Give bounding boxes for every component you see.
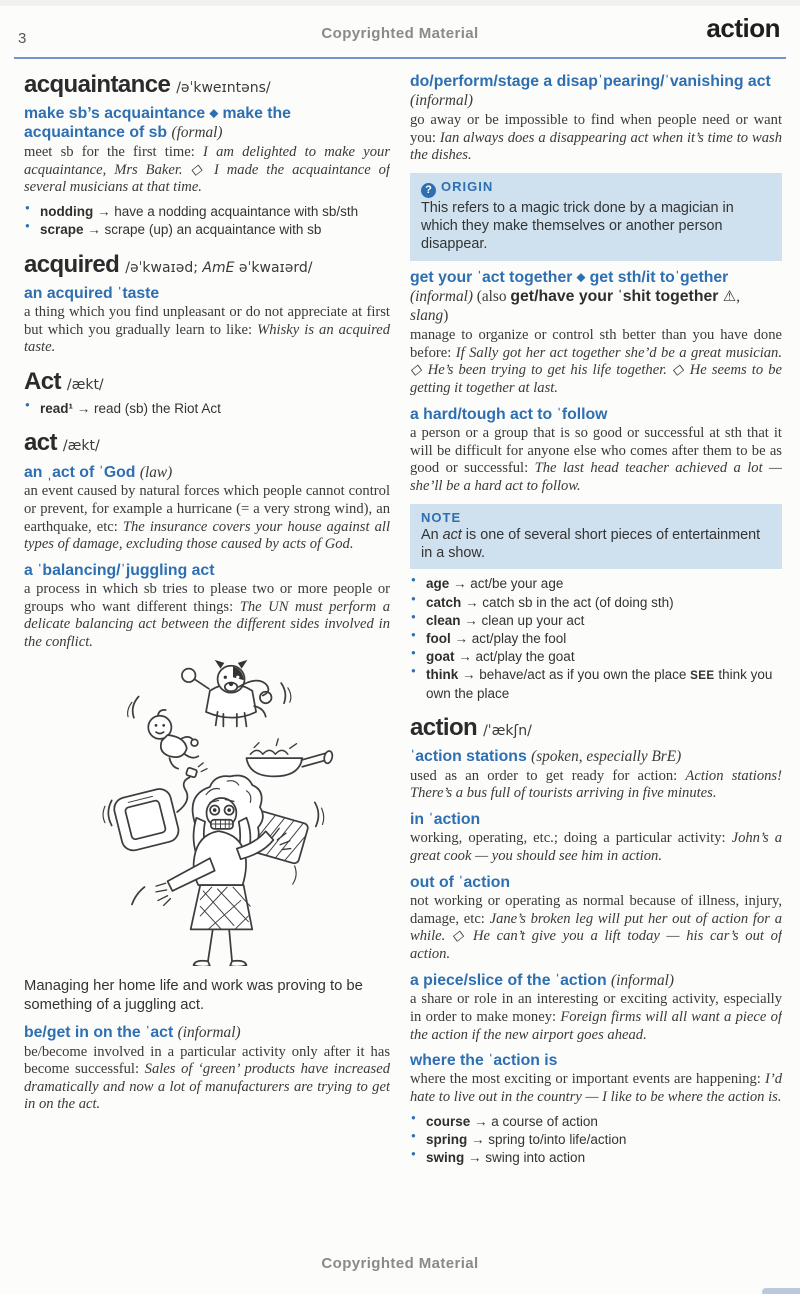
- text-segment: a person or a group that is so good or successful at sth that it will be difficult for anyone else who comes after them to be as good or successful:: [410, 425, 782, 477]
- box-text: [421, 200, 772, 254]
- text-segment: act: [442, 526, 462, 543]
- headword-text: Act: [24, 367, 61, 395]
- text-segment: a piece/slice of the ˈaction: [410, 971, 612, 989]
- text-segment: /ˈækʃn/: [483, 722, 532, 739]
- text-segment: (law): [139, 463, 173, 481]
- headword-text: acquired: [24, 250, 120, 278]
- bullet-icon: ●: [411, 1131, 416, 1141]
- cross-reference-item: [410, 648, 782, 666]
- dog-illustration: [182, 660, 272, 726]
- text-segment: → have a nodding acquaintance with sb/sth: [93, 204, 359, 220]
- text-segment: An: [421, 526, 443, 543]
- text-segment: → act/play the goat: [454, 649, 575, 665]
- cross-reference-item: [410, 575, 782, 593]
- text-segment: Jane’s broken leg will put her out of action for a while. ◇ He can’t give you a lift today — his car’s out of action.: [410, 910, 782, 962]
- text-segment: a ˈbalancing/ˈjuggling act: [24, 561, 215, 579]
- text-segment: → behave/act as if you own the place: [458, 667, 691, 683]
- pronunciation: [63, 438, 100, 454]
- text-segment: a thing which you find unpleasant or do not appreciate at first but which you gradually learn to like:: [24, 304, 390, 338]
- text-segment: Sales of ‘green’ products have increased dramatically and now a lot of manufacturers are trying to get in on the act.: [24, 1061, 390, 1113]
- text-segment: → a course of action: [470, 1113, 598, 1129]
- text-segment: be/become involved in a particular activity only after it has become successful:: [24, 1043, 390, 1078]
- headword: [410, 715, 782, 740]
- definition-text: [410, 768, 782, 803]
- text-segment: used as an order to get ready for action:: [410, 767, 686, 784]
- idiom-heading: [24, 104, 390, 143]
- question-icon: ?: [421, 183, 436, 198]
- idiom-heading: [410, 72, 782, 111]
- cross-references: [410, 575, 782, 703]
- text-segment: /ækt/: [62, 438, 100, 455]
- text-segment: → swing into action: [464, 1150, 586, 1166]
- bullet-icon: ●: [25, 203, 30, 213]
- text-segment: → clean up your act: [460, 612, 585, 628]
- headword: [24, 430, 390, 455]
- text-segment: get sth/it toˈgether: [585, 268, 729, 286]
- text-segment: scrape: [40, 222, 84, 238]
- text-segment: a process in which sb tries to please two or more people or groups who want different things:: [24, 581, 390, 615]
- text-segment: do/perform/stage a disapˈpearing/ˈvanishing act: [410, 73, 771, 90]
- pronunciation: [483, 723, 532, 739]
- definition-text: [410, 425, 782, 496]
- text-segment: I am delighted to make your acquaintance, Mrs Baker. ◇ I made the acquaintance of several musicians at that time.: [24, 144, 390, 196]
- copyright-watermark-top: Copyrighted Material: [321, 25, 479, 42]
- definition-text: [410, 893, 782, 964]
- text-segment: goat: [426, 649, 455, 665]
- definition-text: [410, 112, 782, 165]
- idiom-heading: [410, 873, 782, 892]
- bullet-icon: ●: [411, 1149, 416, 1159]
- cross-reference-item: [24, 203, 390, 221]
- text-segment: ˈaction stations: [410, 748, 532, 766]
- idiom-heading: [24, 561, 390, 580]
- text-segment: (informal): [410, 287, 473, 305]
- cross-reference-item: [410, 1113, 782, 1131]
- text-segment: spring: [426, 1132, 468, 1148]
- text-segment: go away or be impossible to find when people need or want you:: [410, 111, 782, 146]
- definition-text: [24, 1044, 390, 1115]
- text-segment: working, operating, etc.; doing a particular activity:: [410, 830, 732, 847]
- bullet-icon: ●: [411, 648, 416, 658]
- text-segment: → act/be your age: [449, 576, 564, 592]
- idiom-heading: [410, 747, 782, 767]
- text-segment: The last head teacher achieved a lot — she’ll be a hard act to follow.: [410, 460, 782, 494]
- text-segment: → act/play the fool: [450, 631, 567, 647]
- text-segment: I’d hate to live out in the country — I like to be where the action is.: [410, 1071, 782, 1106]
- text-segment: The insurance covers your house against all types of damage, excluding those caused by acts of God.: [24, 518, 390, 553]
- juggling-woman-illustration: [156, 775, 291, 966]
- text-segment: əˈkwaɪərd/: [234, 259, 313, 276]
- text-segment: think: [426, 667, 459, 683]
- cross-reference-item: [410, 1149, 782, 1167]
- text-segment: make sb’s acquaintance: [24, 105, 210, 123]
- text-segment: This refers to a magic trick done by a magician in which they make themselves or another person disappear.: [421, 199, 734, 252]
- text-segment: think you own the place: [426, 667, 773, 701]
- text-segment: an acquired ˈtaste: [24, 284, 160, 302]
- cross-references: [410, 1113, 782, 1168]
- juggling-cartoon: [75, 658, 339, 966]
- text-segment: John’s a great cook — you should see him in action.: [410, 830, 782, 865]
- cross-reference-item: [410, 1131, 782, 1149]
- cross-reference-item: [410, 594, 782, 612]
- cross-reference-item: [24, 400, 390, 418]
- illustration: [24, 658, 390, 971]
- text-segment: not working or operating as normal because of illness, injury, damage, etc:: [410, 892, 782, 927]
- text-segment: ◆: [576, 271, 586, 283]
- definition-text: [410, 327, 782, 398]
- definition-text: [24, 144, 390, 197]
- text-segment: /ækt/: [66, 376, 104, 393]
- text-segment: be/get in on the ˈact: [24, 1023, 178, 1041]
- text-segment: → scrape (up) an acquaintance with sb: [83, 222, 322, 238]
- text-segment: an ˌact of ˈGod: [24, 463, 140, 481]
- pronunciation: [67, 377, 104, 393]
- cross-references: [24, 400, 390, 418]
- box-title-text: NOTE: [421, 509, 462, 525]
- text-segment: (formal): [171, 124, 223, 142]
- definition-text: [410, 991, 782, 1044]
- text-segment: slang: [410, 307, 444, 325]
- definition-text: [410, 1071, 782, 1106]
- headword-text: action: [410, 713, 478, 741]
- idiom-heading: [410, 405, 782, 424]
- text-segment: manage to organize or control sth better than you have done before:: [410, 327, 782, 361]
- header-rule: [14, 57, 786, 59]
- text-segment: → spring to/into life/action: [467, 1132, 627, 1148]
- cross-reference-item: [24, 221, 390, 239]
- bullet-icon: ●: [411, 630, 416, 640]
- right-column: [410, 70, 782, 1169]
- text-segment: where the most exciting or important events are happening:: [410, 1071, 765, 1088]
- pronunciation: [125, 260, 312, 276]
- text-segment: Managing her home life and work was proving to be something of a juggling act.: [24, 977, 363, 1014]
- left-column: [24, 70, 390, 1114]
- text-segment: nodding: [40, 204, 94, 220]
- page-number: 3: [18, 30, 27, 47]
- box-title: [421, 510, 772, 525]
- cross-reference-item: [410, 612, 782, 630]
- text-segment: ,: [736, 287, 741, 305]
- text-segment: If Sally got her act together she’d be a great musician. ◇ He’s been trying to get his life together. ◇ He seems to be getting it together at last.: [410, 344, 782, 397]
- text-segment: get your ˈact together: [410, 268, 577, 286]
- text-segment: swing: [426, 1150, 465, 1166]
- definition-text: [24, 483, 390, 554]
- headword-text: act: [24, 429, 57, 457]
- text-segment: ): [443, 307, 449, 325]
- text-segment: Foreign firms will all want a piece of the action if the new airport goes ahead.: [410, 1008, 782, 1043]
- headword-text: acquaintance: [24, 71, 171, 98]
- baby-illustration: [148, 710, 198, 769]
- text-segment: an event caused by natural forces which people cannot control or prevent, for example a hurricane (= a very strong wind), an earthquake, etc:: [24, 483, 390, 535]
- note-box: [410, 504, 782, 570]
- text-segment: (spoken, especially BrE): [531, 748, 682, 766]
- headword: [24, 72, 390, 97]
- text-segment: (informal): [611, 971, 674, 989]
- saucepan-illustration: [246, 739, 333, 777]
- definition-text: [24, 304, 390, 357]
- text-segment: out of ˈaction: [410, 873, 511, 891]
- text-segment: fool: [426, 631, 451, 647]
- idiom-heading: [410, 1051, 782, 1070]
- bullet-icon: ●: [411, 611, 416, 621]
- text-segment: get/have your ˈshit together: [510, 287, 723, 305]
- copyright-watermark-bottom: Copyrighted Material: [321, 1255, 479, 1272]
- text-segment: in ˈaction: [410, 811, 481, 829]
- pronunciation: [176, 80, 270, 96]
- text-segment: read¹: [40, 401, 74, 417]
- headword: [24, 252, 390, 277]
- bullet-icon: ●: [411, 593, 416, 603]
- text-segment: → catch sb in the act (of doing sth): [461, 594, 674, 610]
- text-segment: AmE: [202, 259, 235, 276]
- text-segment: catch: [426, 594, 462, 610]
- cross-references: [24, 203, 390, 239]
- scan-artifact: [762, 1288, 800, 1294]
- text-segment: make the acquaintance of sb: [24, 105, 291, 142]
- idiom-heading: [410, 268, 782, 327]
- bullet-icon: ●: [25, 221, 30, 231]
- text-segment: (informal): [177, 1023, 241, 1041]
- text-segment: /əˈkwaɪəd;: [125, 259, 203, 276]
- text-segment: clean: [426, 612, 461, 628]
- text-segment: /əˈkweɪntəns/: [176, 80, 271, 96]
- text-segment: a hard/tough act to ˈfollow: [410, 405, 608, 423]
- text-segment: ⚠: [722, 287, 737, 305]
- text-segment: Whisky is an acquired taste.: [24, 321, 390, 356]
- box-title-text: ORIGIN: [441, 178, 494, 194]
- text-segment: meet sb for the first time:: [24, 144, 204, 161]
- text-segment: age: [426, 576, 450, 592]
- origin-box: [410, 173, 782, 261]
- idiom-heading: [410, 810, 782, 829]
- idiom-heading: [410, 971, 782, 991]
- text-segment: ◆: [209, 107, 219, 120]
- box-title: [421, 179, 772, 198]
- cross-reference-item: [410, 630, 782, 648]
- text-segment: → read (sb) the Riot Act: [73, 401, 221, 417]
- text-segment: where the ˈaction is: [410, 1052, 558, 1070]
- text-segment: is one of several short pieces of entertainment in a show.: [421, 526, 761, 561]
- box-text: [421, 527, 772, 563]
- guide-word: action: [706, 13, 780, 43]
- text-segment: (also: [472, 287, 511, 305]
- definition-text: [410, 830, 782, 865]
- text-segment: course: [426, 1113, 471, 1129]
- text-segment: The UN must perform a delicate balancing act between the different sides involved in the conflict.: [24, 598, 390, 651]
- illustration-caption: [24, 977, 390, 1016]
- text-segment: a share or role in an interesting or exciting activity, especially in order to make money:: [410, 991, 782, 1025]
- text-segment: Action stations! There’s a bus full of tourists arriving in five minutes.: [410, 767, 782, 802]
- bullet-icon: ●: [411, 1112, 416, 1122]
- text-segment: Ian always does a disappearing act when it’s time to wash the dishes.: [410, 129, 782, 164]
- cross-reference-item: [410, 666, 782, 702]
- idiom-heading: [24, 1023, 390, 1043]
- headword: [24, 369, 390, 394]
- text-segment: SEE: [690, 669, 715, 683]
- definition-text: [24, 581, 390, 652]
- bullet-icon: ●: [411, 575, 416, 585]
- text-segment: (informal): [410, 92, 473, 110]
- idiom-heading: [24, 284, 390, 303]
- idiom-heading: [24, 463, 390, 483]
- bullet-icon: ●: [25, 400, 30, 410]
- bullet-icon: ●: [411, 666, 416, 676]
